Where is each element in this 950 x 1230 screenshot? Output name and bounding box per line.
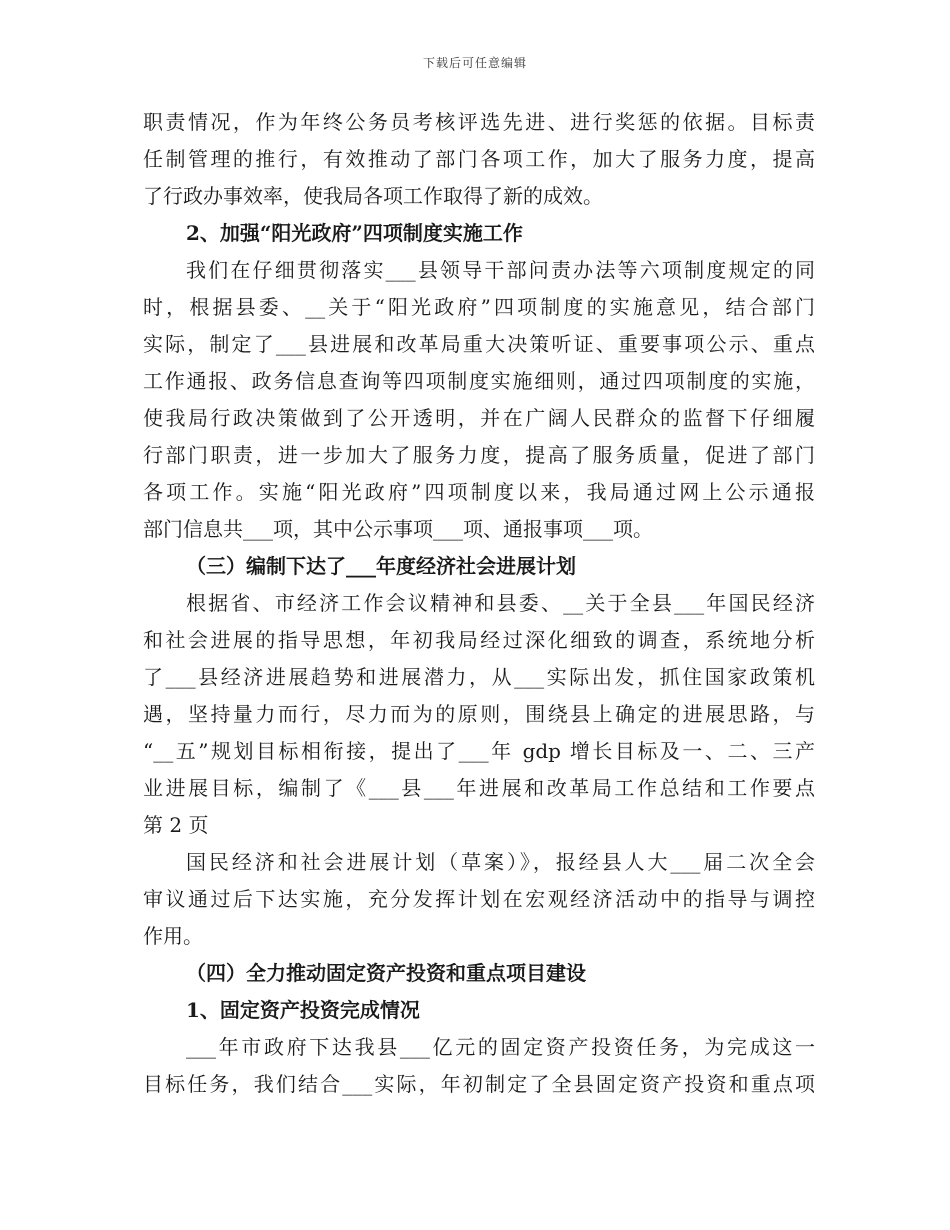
body-line: 根据省、市经济工作会议精神和县委、__关于全县___年国民经济 bbox=[186, 591, 815, 615]
section-heading: （四）全力推动固定资产投资和重点项目建设 bbox=[186, 961, 586, 985]
body-line: 实际，制定了___县进展和改革局重大决策听证、重要事项公示、重点 bbox=[143, 332, 815, 356]
body-line: 作用。 bbox=[143, 924, 203, 948]
body-line: 职责情况，作为年终公务员考核评选先进、进行奖惩的依据。目标责 bbox=[143, 110, 815, 134]
body-line: 各项工作。实施“阳光政府”四项制度以来，我局通过网上公示通报 bbox=[143, 480, 815, 504]
body-line: 使我局行政决策做到了公开透明，并在广阔人民群众的监督下仔细履 bbox=[143, 406, 815, 430]
section-heading: 1、固定资产投资完成情况 bbox=[186, 998, 420, 1022]
body-line: 行部门职责，进一步加大了服务力度，提高了服务质量，促进了部门 bbox=[143, 443, 815, 467]
body-line: 部门信息共___项，其中公示事项___项、通报事项___项。 bbox=[143, 517, 653, 541]
body-line: 任制管理的推行，有效推动了部门各项工作，加大了服务力度，提高 bbox=[143, 147, 815, 171]
body-line: “__五”规划目标相衔接，提出了___年 gdp 增长目标及一、二、三产 bbox=[143, 739, 815, 763]
section-heading: 2、加强“阳光政府”四项制度实施工作 bbox=[186, 221, 523, 245]
body-line: 和社会进展的指导思想，年初我局经过深化细致的调查，系统地分析 bbox=[143, 628, 815, 652]
body-line: 审议通过后下达实施，充分发挥计划在宏观经济活动中的指导与调控 bbox=[143, 887, 815, 911]
body-line: 工作通报、政务信息查询等四项制度实施细则，通过四项制度的实施， bbox=[143, 369, 815, 393]
body-line: 遇，坚持量力而行，尽力而为的原则，围绕县上确定的进展思路，与 bbox=[143, 702, 815, 726]
body-line: ___年市政府下达我县___亿元的固定资产投资任务，为完成这一 bbox=[186, 1035, 815, 1059]
body-line: 了___县经济进展趋势和进展潜力，从___实际出发，抓住国家政策机 bbox=[143, 665, 815, 689]
section-heading: （三）编制下达了___年度经济社会进展计划 bbox=[186, 554, 576, 578]
body-line: 我们在仔细贯彻落实___县领导干部问责办法等六项制度规定的同 bbox=[186, 258, 815, 282]
body-line: 国民经济和社会进展计划（草案）》，报经县人大___届二次全会 bbox=[186, 850, 815, 874]
body-line: 时，根据县委、__关于“阳光政府”四项制度的实施意见，结合部门 bbox=[143, 295, 815, 319]
body-line: 目标任务，我们结合___实际，年初制定了全县固定资产投资和重点项 bbox=[143, 1072, 815, 1096]
body-line: 了行政办事效率，使我局各项工作取得了新的成效。 bbox=[143, 184, 603, 208]
body-line: 业进展目标，编制了《___县___年进展和改革局工作总结和工作要点 bbox=[143, 776, 815, 800]
document-body bbox=[143, 104, 815, 1103]
page-marker: 第 2 页 bbox=[143, 813, 209, 837]
header-note: 下载后可任意编辑 bbox=[422, 56, 527, 70]
